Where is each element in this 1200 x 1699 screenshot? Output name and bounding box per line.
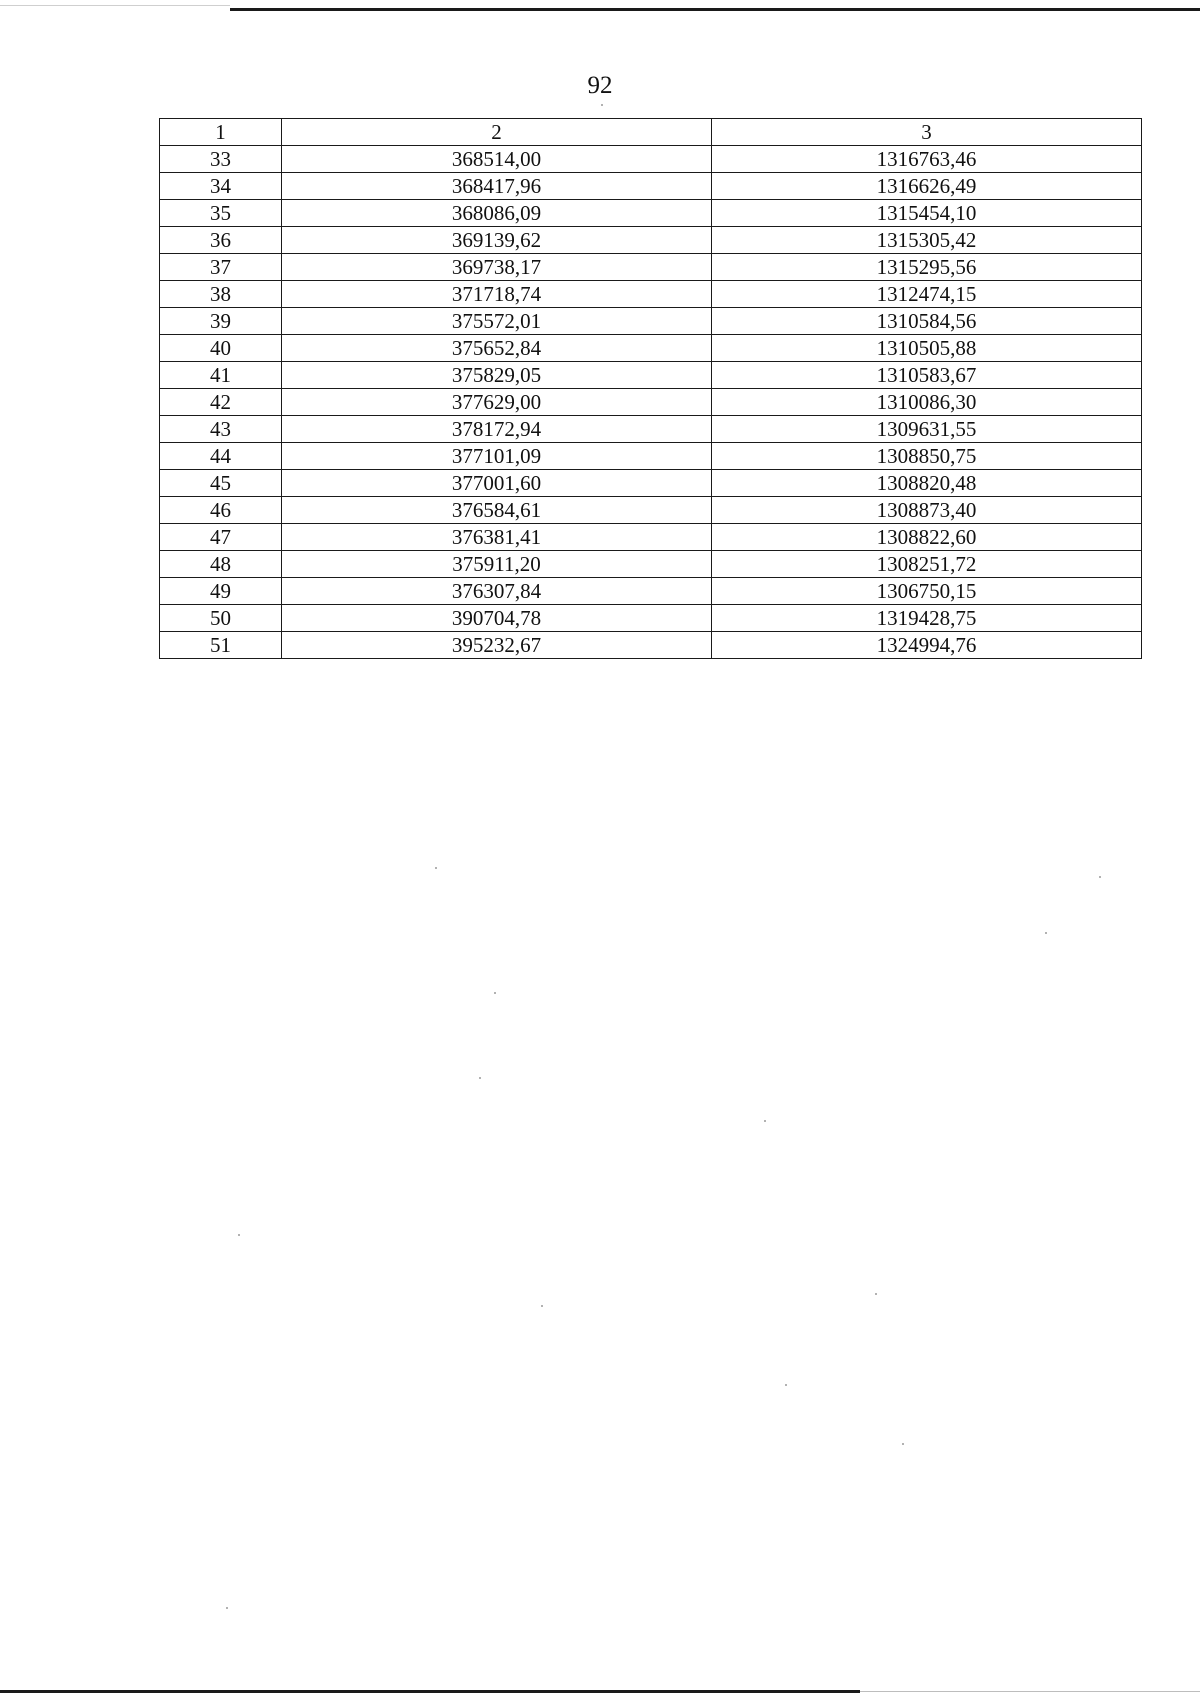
table-row xyxy=(160,227,1142,254)
scan-speck xyxy=(764,1120,766,1122)
point-number-cell: 44 xyxy=(160,443,282,470)
x-coordinate-cell: 375911,20 xyxy=(282,551,712,578)
table-row xyxy=(160,497,1142,524)
y-coordinate-cell: 1316626,49 xyxy=(712,173,1142,200)
table-row xyxy=(160,632,1142,659)
x-coordinate-cell: 369139,62 xyxy=(282,227,712,254)
scan-edge-top xyxy=(230,8,1200,11)
scan-speck xyxy=(785,1384,787,1386)
y-coordinate-cell: 1308820,48 xyxy=(712,470,1142,497)
table-row xyxy=(160,416,1142,443)
x-coordinate-cell: 371718,74 xyxy=(282,281,712,308)
x-coordinate-cell: 376381,41 xyxy=(282,524,712,551)
y-coordinate-cell: 1309631,55 xyxy=(712,416,1142,443)
x-coordinate-cell: 368417,96 xyxy=(282,173,712,200)
x-coordinate-cell: 375572,01 xyxy=(282,308,712,335)
y-coordinate-cell: 1308873,40 xyxy=(712,497,1142,524)
point-number-cell: 38 xyxy=(160,281,282,308)
point-number-cell: 35 xyxy=(160,200,282,227)
scan-speck xyxy=(1045,932,1047,934)
scan-speck xyxy=(238,1234,240,1236)
scan-speck xyxy=(875,1293,877,1295)
table-header-row xyxy=(160,119,1142,146)
y-coordinate-cell: 1306750,15 xyxy=(712,578,1142,605)
table-row xyxy=(160,335,1142,362)
table-row xyxy=(160,605,1142,632)
x-coordinate-cell: 375652,84 xyxy=(282,335,712,362)
point-number-cell: 48 xyxy=(160,551,282,578)
y-coordinate-cell: 1310583,67 xyxy=(712,362,1142,389)
table-body xyxy=(160,146,1142,659)
x-coordinate-cell: 377001,60 xyxy=(282,470,712,497)
table-row xyxy=(160,281,1142,308)
table-row xyxy=(160,470,1142,497)
y-coordinate-cell: 1315305,42 xyxy=(712,227,1142,254)
point-number-cell: 46 xyxy=(160,497,282,524)
x-coordinate-cell: 378172,94 xyxy=(282,416,712,443)
point-number-cell: 33 xyxy=(160,146,282,173)
scan-edge-bottom-faint xyxy=(860,1691,1200,1692)
table-row xyxy=(160,578,1142,605)
scan-speck xyxy=(435,867,437,869)
table-row xyxy=(160,551,1142,578)
column-header: 2 xyxy=(282,119,712,146)
y-coordinate-cell: 1310505,88 xyxy=(712,335,1142,362)
point-number-cell: 34 xyxy=(160,173,282,200)
y-coordinate-cell: 1308850,75 xyxy=(712,443,1142,470)
point-number-cell: 43 xyxy=(160,416,282,443)
point-number-cell: 51 xyxy=(160,632,282,659)
x-coordinate-cell: 368086,09 xyxy=(282,200,712,227)
y-coordinate-cell: 1315454,10 xyxy=(712,200,1142,227)
y-coordinate-cell: 1312474,15 xyxy=(712,281,1142,308)
scan-speck xyxy=(902,1443,904,1445)
x-coordinate-cell: 376307,84 xyxy=(282,578,712,605)
table-row xyxy=(160,173,1142,200)
point-number-cell: 45 xyxy=(160,470,282,497)
x-coordinate-cell: 369738,17 xyxy=(282,254,712,281)
table-row xyxy=(160,200,1142,227)
point-number-cell: 40 xyxy=(160,335,282,362)
table-row xyxy=(160,308,1142,335)
point-number-cell: 37 xyxy=(160,254,282,281)
coordinates-table xyxy=(159,118,1142,659)
y-coordinate-cell: 1310086,30 xyxy=(712,389,1142,416)
y-coordinate-cell: 1316763,46 xyxy=(712,146,1142,173)
y-coordinate-cell: 1308822,60 xyxy=(712,524,1142,551)
point-number-cell: 42 xyxy=(160,389,282,416)
scan-speck xyxy=(479,1077,481,1079)
scan-speck xyxy=(1099,876,1101,878)
x-coordinate-cell: 375829,05 xyxy=(282,362,712,389)
scan-speck xyxy=(494,992,496,994)
x-coordinate-cell: 390704,78 xyxy=(282,605,712,632)
scan-speck xyxy=(541,1305,543,1307)
scan-edge-bottom xyxy=(0,1690,860,1693)
x-coordinate-cell: 377101,09 xyxy=(282,443,712,470)
x-coordinate-cell: 368514,00 xyxy=(282,146,712,173)
scan-edge-top-faint xyxy=(0,5,230,6)
point-number-cell: 39 xyxy=(160,308,282,335)
x-coordinate-cell: 395232,67 xyxy=(282,632,712,659)
y-coordinate-cell: 1315295,56 xyxy=(712,254,1142,281)
y-coordinate-cell: 1324994,76 xyxy=(712,632,1142,659)
point-number-cell: 50 xyxy=(160,605,282,632)
table-row xyxy=(160,254,1142,281)
y-coordinate-cell: 1310584,56 xyxy=(712,308,1142,335)
point-number-cell: 49 xyxy=(160,578,282,605)
table-row xyxy=(160,443,1142,470)
point-number-cell: 36 xyxy=(160,227,282,254)
scan-speck xyxy=(226,1607,228,1609)
table-row xyxy=(160,362,1142,389)
table-row xyxy=(160,146,1142,173)
table-row xyxy=(160,524,1142,551)
column-header: 1 xyxy=(160,119,282,146)
x-coordinate-cell: 377629,00 xyxy=(282,389,712,416)
table-row xyxy=(160,389,1142,416)
x-coordinate-cell: 376584,61 xyxy=(282,497,712,524)
scan-speck xyxy=(601,104,603,106)
y-coordinate-cell: 1308251,72 xyxy=(712,551,1142,578)
column-header: 3 xyxy=(712,119,1142,146)
point-number-cell: 47 xyxy=(160,524,282,551)
y-coordinate-cell: 1319428,75 xyxy=(712,605,1142,632)
point-number-cell: 41 xyxy=(160,362,282,389)
page-number: 92 xyxy=(587,72,613,99)
